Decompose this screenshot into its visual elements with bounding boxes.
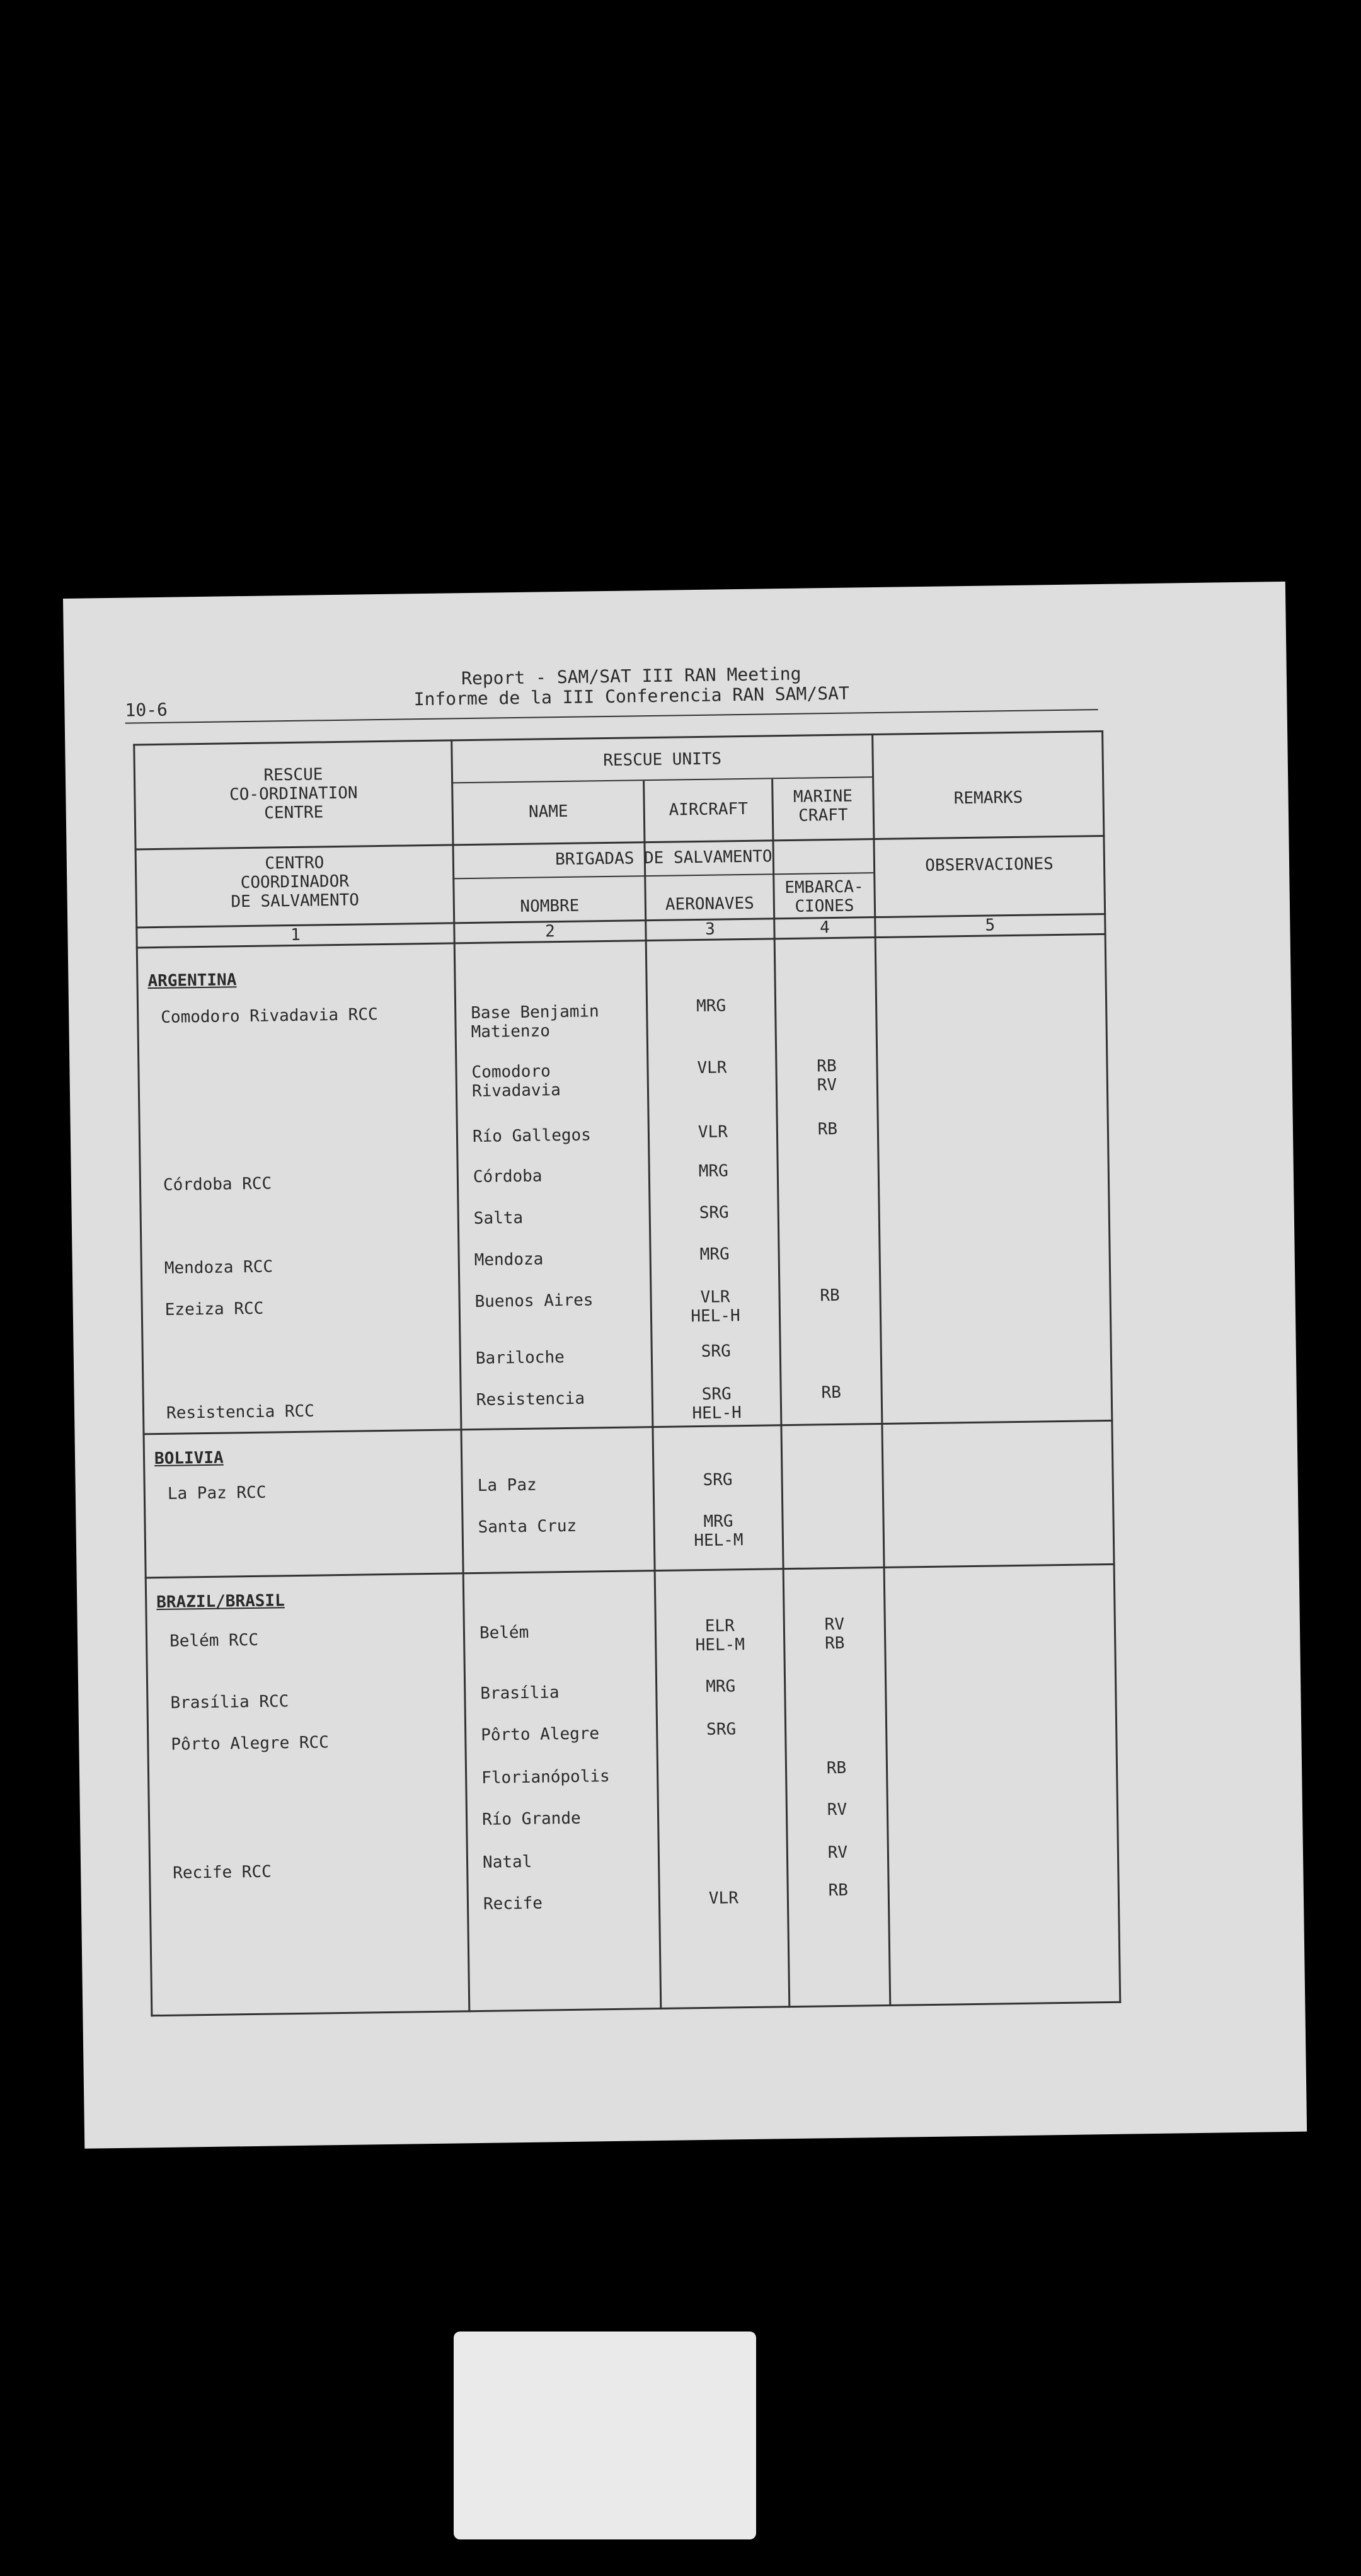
header-rescue-units: RESCUE UNITS bbox=[603, 749, 722, 771]
unit-name: Natal bbox=[482, 1852, 532, 1872]
rcc-belem: Belém RCC bbox=[169, 1630, 259, 1651]
rcc-la-paz: La Paz RCC bbox=[167, 1483, 267, 1504]
rcc-brasilia: Brasília RCC bbox=[170, 1692, 289, 1713]
unit-name: Buenos Aires bbox=[474, 1291, 594, 1311]
rcc-recife: Recife RCC bbox=[173, 1862, 272, 1883]
header-rescue-centre: RESCUE CO-ORDINATION CENTRE bbox=[229, 765, 358, 823]
unit-name: Recife bbox=[483, 1894, 543, 1914]
col-number-2: 2 bbox=[544, 922, 555, 941]
section-divider-bolivia bbox=[143, 1420, 1113, 1435]
unit-marine: RB bbox=[821, 1383, 842, 1403]
unit-marine: RB bbox=[828, 1880, 849, 1900]
header-nombre: NOMBRE bbox=[520, 896, 580, 916]
unit-aircraft: VLR HEL-H bbox=[691, 1287, 740, 1326]
header-title bbox=[316, 662, 947, 711]
col-number-3: 3 bbox=[704, 919, 715, 939]
unit-marine: RV bbox=[827, 1800, 847, 1820]
unit-aircraft: SRG bbox=[701, 1342, 731, 1361]
document-page bbox=[63, 582, 1307, 2149]
header-embarcaciones: EMBARCA- CIONES bbox=[784, 877, 864, 916]
header-title-line1: Report - SAM/SAT III RAN Meeting bbox=[461, 663, 801, 689]
unit-name: Resistencia bbox=[476, 1389, 585, 1410]
header-observaciones: OBSERVACIONES bbox=[925, 854, 1054, 875]
section-divider-brazil bbox=[145, 1563, 1115, 1579]
unit-name: Río Grande bbox=[481, 1808, 581, 1829]
header-brigadas: BRIGADAS DE SALVAMENTO bbox=[554, 847, 772, 870]
header-aeronaves: AERONAVES bbox=[665, 894, 755, 914]
rescue-table bbox=[133, 730, 1121, 2016]
unit-name: Comodoro Rivadavia bbox=[471, 1062, 561, 1101]
unit-marine: RB bbox=[817, 1119, 838, 1139]
rcc-comodoro-rivadavia: Comodoro Rivadavia RCC bbox=[161, 1005, 378, 1027]
unit-name: Belém bbox=[479, 1623, 529, 1643]
unit-aircraft: VLR bbox=[698, 1122, 728, 1142]
unit-name: Florianópolis bbox=[481, 1767, 610, 1788]
unit-marine: RB bbox=[820, 1285, 840, 1306]
unit-name: Bariloche bbox=[475, 1348, 565, 1368]
unit-name: Base Benjamin Matienzo bbox=[471, 1002, 599, 1042]
header-remarks: REMARKS bbox=[953, 788, 1023, 808]
unit-name: La Paz bbox=[477, 1475, 537, 1495]
unit-aircraft: MRG HEL-M bbox=[694, 1512, 744, 1551]
unit-aircraft: VLR bbox=[697, 1058, 727, 1078]
rcc-porto-alegre: Pôrto Alegre RCC bbox=[171, 1733, 330, 1754]
unit-name: Pôrto Alegre bbox=[481, 1724, 600, 1745]
col-number-5: 5 bbox=[985, 916, 996, 935]
unit-marine: RV RB bbox=[824, 1614, 845, 1653]
unit-aircraft: ELR HEL-M bbox=[695, 1616, 745, 1655]
col-number-4: 4 bbox=[819, 918, 830, 938]
col-number-1: 1 bbox=[290, 925, 301, 945]
table-border-top bbox=[133, 730, 1103, 746]
page-header bbox=[64, 657, 1287, 725]
unit-name: Brasília bbox=[480, 1683, 560, 1703]
header-centro-coordinador: CENTRO COORDINADOR DE SALVAMENTO bbox=[231, 853, 360, 912]
header-title-line2: Informe de la III Conferencia RAN SAM/SAT bbox=[413, 682, 850, 710]
unit-name: Mendoza bbox=[474, 1250, 544, 1270]
unit-aircraft: SRG bbox=[699, 1203, 729, 1222]
table-border-bottom bbox=[151, 2001, 1121, 2017]
unit-marine: RV bbox=[827, 1843, 848, 1863]
table-border-right bbox=[1101, 730, 1121, 2003]
unit-aircraft: MRG bbox=[706, 1677, 736, 1696]
unit-aircraft: VLR bbox=[708, 1889, 739, 1908]
header-marine-craft: MARINE CRAFT bbox=[793, 786, 853, 825]
rcc-resistencia: Resistencia RCC bbox=[166, 1401, 315, 1423]
rule-units-en bbox=[451, 776, 872, 783]
unit-aircraft: MRG bbox=[696, 996, 726, 1016]
unit-name: Río Gallegos bbox=[472, 1125, 592, 1147]
unit-aircraft: MRG bbox=[698, 1161, 728, 1182]
country-argentina: ARGENTINA bbox=[147, 970, 237, 991]
unit-marine: RB RV bbox=[817, 1056, 837, 1095]
unit-aircraft: SRG HEL-H bbox=[692, 1384, 742, 1423]
unit-name: Córdoba bbox=[473, 1166, 543, 1187]
rcc-ezeiza: Ezeiza RCC bbox=[164, 1299, 264, 1320]
header-name: NAME bbox=[528, 802, 568, 822]
rcc-cordoba: Córdoba RCC bbox=[163, 1174, 272, 1195]
film-leader-card bbox=[454, 2332, 756, 2539]
page-number: 10-6 bbox=[125, 699, 168, 721]
country-brazil: BRAZIL/BRASIL bbox=[156, 1591, 285, 1613]
rcc-mendoza: Mendoza RCC bbox=[164, 1257, 273, 1278]
unit-aircraft: SRG bbox=[706, 1720, 737, 1739]
unit-name: Santa Cruz bbox=[478, 1516, 577, 1537]
header-aircraft: AIRCRAFT bbox=[669, 799, 749, 820]
unit-aircraft: SRG bbox=[703, 1470, 733, 1490]
header-rule bbox=[125, 709, 1098, 724]
unit-marine: RB bbox=[826, 1758, 847, 1778]
country-bolivia: BOLIVIA bbox=[154, 1448, 224, 1469]
unit-name: Salta bbox=[473, 1208, 524, 1228]
unit-aircraft: MRG bbox=[699, 1245, 730, 1264]
rule-en-es bbox=[135, 835, 1105, 851]
